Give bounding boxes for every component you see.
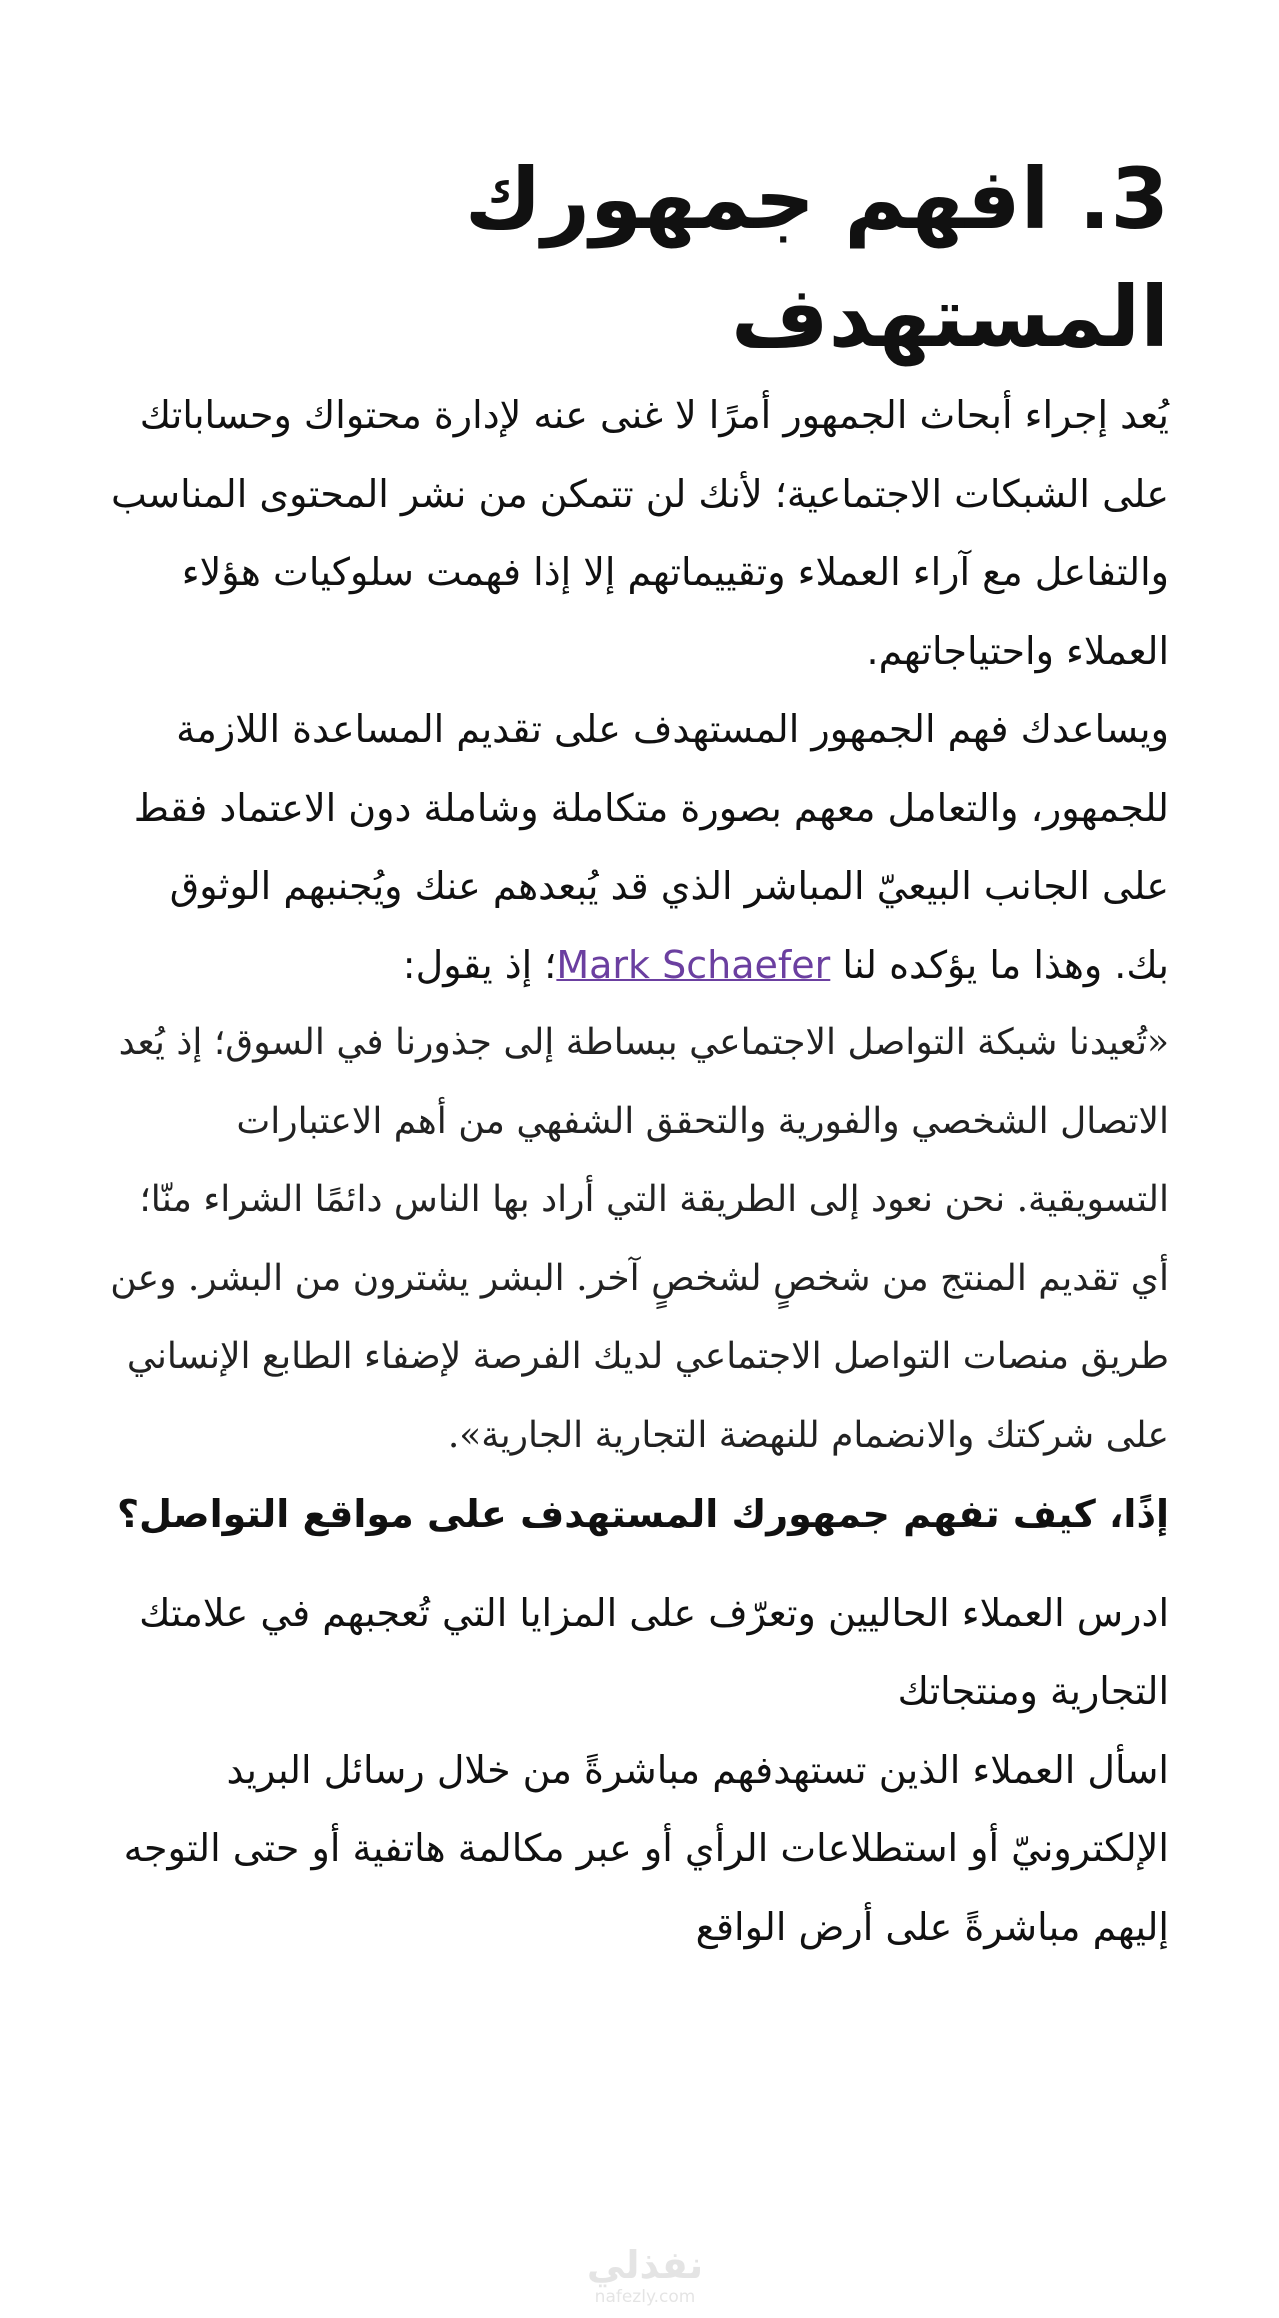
section-heading: 3. افهم جمهورك المستهدف <box>464 150 1169 366</box>
step-item-1: ادرس العملاء الحاليين وتعرّف على المزايا التي تُعجبهم في علامتك التجارية ومنتجاتك <box>139 1590 1169 1713</box>
watermark-latin: nafezly.com <box>594 2287 696 2307</box>
step-item-2: اسأل العملاء الذين تستهدفهم مباشرةً من خلال رسائل البريد الإلكترونيّ أو استطلاعات الرأي أو عبر مكالمة هاتفية أو حتى التوجه إليهم مباشرةً على أرض الواقع <box>123 1747 1169 1949</box>
question-heading: إذًا، كيف تفهم جمهورك المستهدف على مواقع التواصل؟ <box>116 1492 1169 1536</box>
author-suffix: ؛ إذ يقول: <box>402 942 557 987</box>
support-paragraph <box>109 690 1169 1004</box>
support-paragraph-text: ويساعدك فهم الجمهور المستهدف على تقديم المساعدة اللازمة للجمهور، والتعامل معهم بصورة متكاملة وشاملة دون الاعتماد فقط على الجانب البيعيّ المباشر الذي قد يُبعدهم عنك ويُجنبهم الوثوق بك. وهذا ما يؤكده لنا <box>133 707 1169 987</box>
author-quote: «تُعيدنا شبكة التواصل الاجتماعي ببساطة إلى جذورنا في السوق؛ إذ يُعد الاتصال الشخصي والفورية والتحقق الشفهي من أهم الاعتبارات التسويقية. نحن نعود إلى الطريقة التي أراد بها الناس دائمًا الشراء منّا؛ أي تقديم المنتج من شخصٍ لشخصٍ آخر. البشر يشترون من البشر. وعن طريق منصات التواصل الاجتماعي لديك الفرصة لإضفاء الطابع الإنساني على شركتك والانضمام للنهضة التجارية الجارية». <box>110 1022 1169 1456</box>
nafezly-watermark <box>565 2243 725 2307</box>
intro-paragraph: يُعد إجراء أبحاث الجمهور أمرًا لا غنى عنه لإدارة محتواك وحساباتك على الشبكات الاجتماعية؛ لأنك لن تتمكن من نشر المحتوى المناسب والتفاعل مع آراء العملاء وتقييماتهم إلا إذا فهمت سلوكيات هؤلاء العملاء واحتياجاتهم. <box>110 393 1169 673</box>
author-link[interactable]: Mark Schaefer <box>556 942 831 987</box>
article-body <box>109 140 1169 1966</box>
watermark-arabic: نفذلي <box>586 2243 704 2287</box>
